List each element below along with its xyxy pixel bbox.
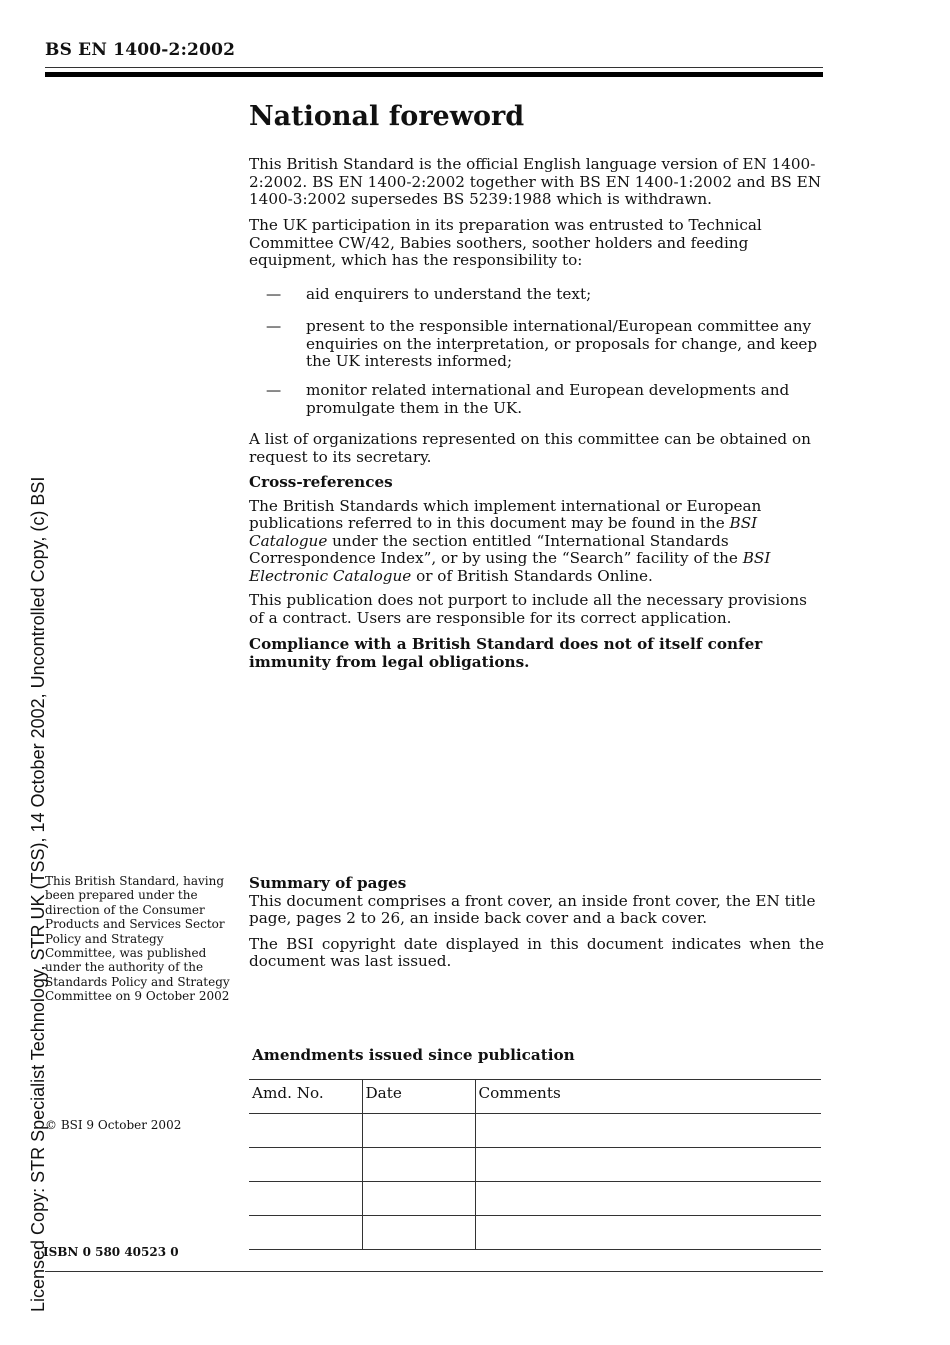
list-item-text: monitor related international and European developments and promulgate them in the UK. <box>306 381 790 417</box>
license-watermark: Licensed Copy: STR Specialist Technology, STR UK (TSS), 14 October 2002, Uncontrolled Copy, (c) BSI <box>28 476 48 1312</box>
purport-text: This publication does not purport to include all the necessary provisions of a contract. Users are responsible for its correct application. <box>249 591 807 627</box>
copyright-date-note: The BSI copyright date displayed in this document indicates when the document was last issued. <box>249 934 824 971</box>
organizations-text: A list of organizations represented on this committee can be obtained on request to its secretary. <box>249 430 811 466</box>
list-item-text: aid enquirers to understand the text; <box>306 285 592 303</box>
table-cell <box>249 1216 362 1250</box>
copyright-line: © BSI 9 October 2002 <box>45 1118 182 1132</box>
table-row <box>249 1114 821 1148</box>
header-rule-thin <box>45 67 823 68</box>
participation-text: The UK participation in its preparation was entrusted to Technical Committee CW/42, Babies soothers, soother holders and feeding equipment, which has the responsibility to: <box>249 216 762 270</box>
cross-references-section <box>249 474 824 586</box>
isbn-number: ISBN 0 580 40523 0 <box>43 1245 179 1259</box>
table-cell <box>475 1182 821 1216</box>
table-cell <box>362 1182 475 1216</box>
amendments-title: Amendments issued since publication <box>252 1046 575 1064</box>
purport-paragraph <box>249 592 824 627</box>
table-cell <box>362 1216 475 1250</box>
cross-references-heading: Cross-references <box>249 473 393 491</box>
summary-heading: Summary of pages <box>249 874 407 892</box>
table-cell <box>249 1148 362 1182</box>
summary-section <box>249 875 824 971</box>
document-id: BS EN 1400-2:2002 <box>45 40 236 60</box>
cross-ref-text-part: or of British Standards Online. <box>411 566 653 585</box>
dash-marker: — <box>266 285 282 303</box>
summary-text: This document comprises a front cover, an inside front cover, the EN title page, pages 2 to 26, an inside back cover and a back cover. <box>249 891 816 928</box>
table-cell <box>362 1114 475 1148</box>
cross-references-text <box>249 498 824 586</box>
dash-marker: — <box>266 381 282 399</box>
column-header-amd-no: Amd. No. <box>249 1080 362 1114</box>
page-title: National foreword <box>249 101 525 132</box>
intro-paragraph <box>249 156 824 209</box>
table-row <box>249 1216 821 1250</box>
bsi-catalogue-ref: BSI Catalogue <box>249 514 758 550</box>
list-item-text: present to the responsible international/European committee any enquiries on the interpretation, or proposals for change, and keep the UK interests informed; <box>306 317 818 371</box>
compliance-paragraph <box>249 636 824 671</box>
table-cell <box>475 1148 821 1182</box>
header-rule-thick <box>45 72 823 77</box>
table-cell <box>475 1216 821 1250</box>
column-header-comments: Comments <box>475 1080 821 1114</box>
table-cell <box>475 1114 821 1148</box>
intro-text: This British Standard is the official English language version of EN 1400-2:2002. BS EN 1400-2:2002 together with BS EN 1400-1:2002 and BS EN 1400-3:2002 supersedes BS 5239:1988 which is withdrawn. <box>249 155 822 209</box>
footer-rule <box>45 1271 823 1272</box>
amendments-table <box>249 1079 821 1250</box>
cross-ref-text-part: under the section entitled “International Standards Correspondence Index”, or by using the “Search” facility of the <box>249 531 743 568</box>
organizations-paragraph <box>249 431 824 466</box>
table-row <box>249 1148 821 1182</box>
column-header-date: Date <box>362 1080 475 1114</box>
table-header-row <box>249 1080 821 1114</box>
participation-paragraph <box>249 217 824 270</box>
bsi-electronic-catalogue-ref: BSI Electronic Catalogue <box>249 549 771 585</box>
dash-marker: — <box>266 317 282 335</box>
cross-ref-text-part: The British Standards which implement international or European publications referred to in this document may be found in the <box>249 496 762 533</box>
table-cell <box>249 1182 362 1216</box>
table-cell <box>362 1148 475 1182</box>
compliance-text: Compliance with a British Standard does not of itself confer immunity from legal obligations. <box>249 635 763 671</box>
table-cell <box>249 1114 362 1148</box>
publication-side-note: This British Standard, having been prepared under the direction of the Consumer Products and Services Sector Policy and Strategy Committee, was published under the authority of the Standards Policy and Strategy Committee on 9 October 2002 <box>45 874 230 1004</box>
table-row <box>249 1182 821 1216</box>
